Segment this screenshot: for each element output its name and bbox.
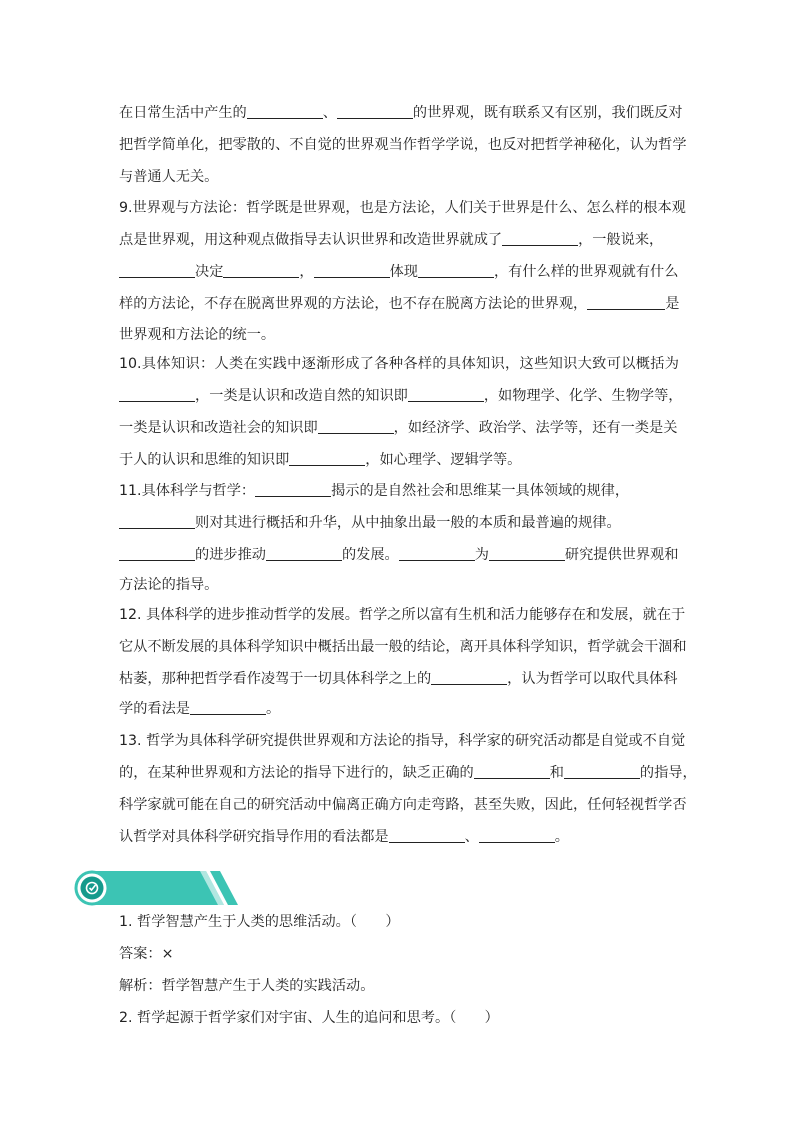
text-line: [119, 514, 679, 532]
text-segment: ，一般说来，: [578, 232, 664, 248]
blank[interactable]: [119, 263, 195, 278]
text-segment: 。: [554, 829, 569, 845]
text-line: [119, 451, 679, 469]
blank[interactable]: [418, 263, 494, 278]
text-line: [119, 387, 683, 405]
blank[interactable]: [266, 546, 342, 561]
blank[interactable]: [119, 514, 195, 529]
text-line: 10.具体知识：人类在实践中逐渐形成了各种各样的具体知识，这些知识大致可以概括为: [119, 356, 679, 372]
text-line: 与普通人无关。: [119, 169, 219, 185]
text-line: 12. 具体科学的进步推动哲学的发展。哲学之所以富有生机和活力能够存在和发展，就在于: [119, 607, 686, 623]
text-line: 世界观和方法论的统一。: [119, 327, 276, 343]
blank[interactable]: [587, 295, 665, 310]
text-segment: 的进步推动: [195, 547, 266, 563]
text-line: [119, 231, 679, 249]
blank[interactable]: [489, 546, 565, 561]
text-segment: 学的看法是: [119, 701, 190, 717]
question-1: 1. 哲学智慧产生于人类的思维活动。（ ）: [119, 914, 400, 930]
text-segment: 的世界观，既有联系又有区别，我们既反对: [412, 105, 683, 121]
text-line: [119, 295, 679, 313]
text-segment: 于人的认识和思维的知识即: [119, 452, 290, 468]
text-segment: 的，在某种世界观和方法论的指导下进行的，缺乏正确的: [119, 765, 474, 781]
text-segment: ，如心理学、逻辑学等。: [365, 452, 522, 468]
text-line: [119, 104, 683, 122]
text-line: [119, 764, 697, 782]
blank[interactable]: [431, 670, 507, 685]
blank[interactable]: [479, 828, 555, 843]
answer-1: 答案：×: [119, 946, 174, 962]
text-segment: 。: [265, 701, 281, 717]
text-segment: ，有什么样的世界观就有什么: [493, 264, 679, 280]
text-segment: 和: [549, 765, 564, 781]
text-segment: 在日常生活中产生的: [119, 105, 247, 121]
text-segment: ，一类是认识和改造自然的知识即: [195, 388, 408, 404]
blank[interactable]: [190, 700, 266, 715]
text-segment: 样的方法论，不存在脱离世界观的方法论，也不存在脱离方法论的世界观，: [119, 296, 588, 312]
blank[interactable]: [247, 104, 323, 119]
text-line: 方法论的指导。: [119, 577, 219, 593]
blank[interactable]: [389, 828, 465, 843]
text-segment: ，如经济学、政治学、法学等，还有一类是关: [393, 420, 678, 436]
text-segment: 枯萎，那种把哲学看作凌驾于一切具体科学之上的: [119, 671, 432, 687]
text-segment: 体现: [389, 264, 418, 280]
blank[interactable]: [337, 104, 413, 119]
text-segment: 揭示的是自然社会和思维某一具体领域的规律，: [331, 483, 630, 499]
text-segment: ，认为哲学可以取代具体科: [507, 671, 678, 687]
banner-inner-circle: [81, 877, 104, 900]
blank[interactable]: [255, 482, 331, 497]
blank[interactable]: [289, 451, 365, 466]
text-segment: 的发展。: [341, 547, 399, 563]
blank[interactable]: [314, 263, 390, 278]
text-line: [119, 263, 679, 281]
text-line: 把哲学简单化，把零散的、不自觉的世界观当作哲学学说，也反对把哲学神秘化，认为哲学: [119, 137, 687, 153]
blank[interactable]: [564, 764, 640, 779]
text-segment: 点是世界观，用这种观点做指导去认识世界和改造世界就成了: [119, 232, 503, 248]
text-line: [119, 482, 679, 500]
text-segment: ，: [299, 264, 314, 280]
analysis-1: 解析：哲学智慧产生于人类的实践活动。: [119, 978, 375, 994]
blank[interactable]: [399, 546, 475, 561]
text-segment: 为: [474, 547, 489, 563]
text-segment: 一类是认识和改造社会的知识即: [119, 420, 318, 436]
text-segment: 认哲学对具体科学研究指导作用的看法都是: [119, 829, 389, 845]
text-line: 13. 哲学为具体科学研究提供世界观和方法论的指导，科学家的研究活动都是自觉或不自觉: [119, 733, 686, 749]
text-segment: 、: [464, 829, 479, 845]
text-segment: ，如物理学、化学、生物学等，: [483, 388, 683, 404]
blank[interactable]: [408, 387, 484, 402]
blank[interactable]: [474, 764, 550, 779]
question-2: 2. 哲学起源于哲学家们对宇宙、人生的追问和思考。（ ）: [119, 1010, 499, 1026]
text-line: [119, 700, 679, 718]
text-segment: 、: [322, 105, 337, 121]
text-segment: 是: [665, 296, 680, 312]
text-line: 它从不断发展的具体科学知识中概括出最一般的结论，离开具体科学知识，哲学就会干涸和: [119, 639, 687, 655]
text-line: 科学家就可能在自己的研究活动中偏离正确方向走弯路，甚至失败，因此，任何轻视哲学否: [119, 797, 687, 813]
text-segment: 决定: [195, 264, 224, 280]
text-segment: 研究提供世界观和: [564, 547, 679, 563]
section-banner: [74, 868, 240, 908]
text-line: 9.世界观与方法论：哲学既是世界观，也是方法论，人们关于世界是什么、怎么样的根本观: [119, 200, 686, 216]
blank[interactable]: [119, 387, 195, 402]
blank[interactable]: [502, 231, 578, 246]
text-line: [119, 546, 679, 564]
blank[interactable]: [318, 419, 394, 434]
blank[interactable]: [223, 263, 299, 278]
text-segment: 的指导，: [639, 765, 697, 781]
text-line: [119, 419, 679, 437]
text-segment: 11.具体科学与哲学：: [119, 483, 256, 499]
blank[interactable]: [119, 546, 195, 561]
text-line: [119, 670, 679, 688]
text-segment: 则对其进行概括和升华，从中抽象出最一般的本质和最普遍的规律。: [195, 515, 621, 531]
text-line: [119, 828, 679, 846]
